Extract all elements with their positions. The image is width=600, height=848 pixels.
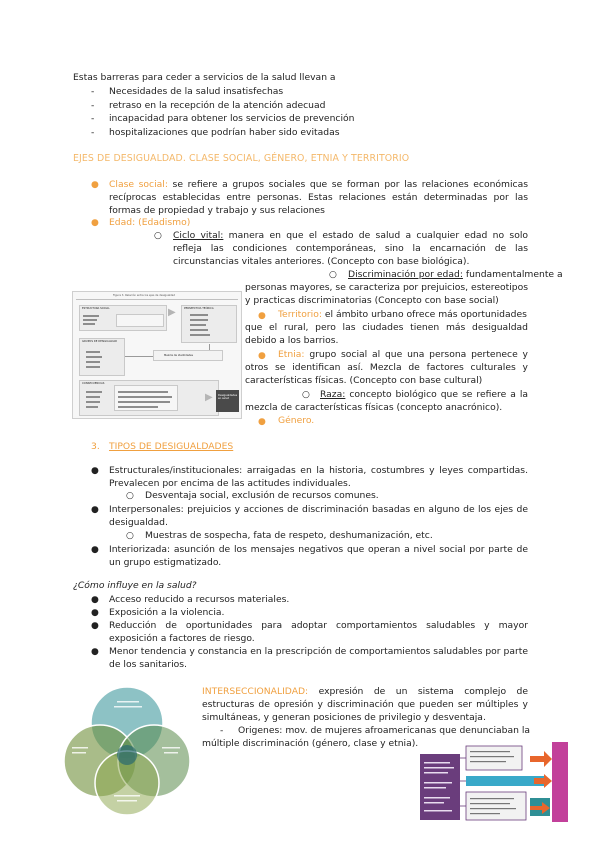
venn-text-mark bbox=[117, 701, 139, 703]
territorio-rest: que el rural, pero las ciudades tienen más desigualdad debido a los barrios. bbox=[245, 322, 528, 347]
diagram-text-mark bbox=[424, 787, 446, 789]
edad-item: Edad: (Edadismo) bbox=[109, 217, 191, 228]
arrow-right-icon: ▶ bbox=[205, 392, 213, 403]
bullet-marker: ● bbox=[91, 647, 99, 657]
ciclo-vital-item bbox=[173, 229, 528, 268]
list-item: retraso en la recepción de la atención adecuad bbox=[109, 100, 326, 111]
bullet-marker: ● bbox=[258, 417, 266, 427]
influye-question: ¿Cómo influye en la salud? bbox=[73, 580, 197, 591]
territorio-first: el ámbito urbano ofrece más oportunidades bbox=[321, 309, 527, 320]
figure-caption: Figura 3. Relación entre los ejes de desigualdad bbox=[113, 294, 176, 297]
diagram-text-mark bbox=[424, 802, 444, 804]
bullet-marker: ● bbox=[91, 505, 99, 515]
bullet-marker: ● bbox=[91, 180, 99, 190]
tipos-heading: TIPOS DE DESIGUALDADES bbox=[109, 441, 234, 452]
tipo-estructurales-sub: Desventaja social, exclusión de recursos comunes. bbox=[145, 490, 379, 501]
clase-social-text: se refiere a grupos sociales que se forman por las relaciones económicas recíprocas establecidas entre personas. Estas relaciones están determinadas por las formas de propiedad y trabajo y sus relaciones bbox=[109, 179, 528, 217]
bullet-marker: ● bbox=[258, 351, 266, 361]
territorio-line1 bbox=[278, 308, 527, 321]
raza-term: Raza: bbox=[320, 389, 346, 400]
etnia-line1 bbox=[278, 348, 528, 361]
diagram-text-mark bbox=[470, 756, 514, 757]
interseccionalidad-text: expresión de un sistema complejo de estructuras de opresión y discriminación que pueden ser múltiples y simultáneas, y generan posiciones de privilegio y desventaja. bbox=[202, 686, 528, 724]
tipo-estructurales: Estructurales/institucionales: arraigadas en la historia, costumbres y leyes compartidas. Prevalecen por encima de las actitudes individuales. bbox=[109, 465, 528, 490]
origenes-rest: múltiple discriminación (género, clase y etnia). bbox=[202, 738, 419, 749]
ejes-heading: EJES DE DESIGUALDAD. CLASE SOCIAL, GÉNERO, ETNIA Y TERRITORIO bbox=[73, 153, 410, 164]
diagram-text-mark bbox=[470, 808, 516, 809]
desigualdades-salud-box bbox=[216, 390, 239, 412]
bullet-marker: ● bbox=[91, 621, 99, 631]
list-item: hospitalizaciones que podrían haber sido evitadas bbox=[109, 127, 340, 138]
tipos-number: 3. bbox=[91, 441, 100, 452]
perspectiva-teorica-box bbox=[181, 305, 237, 343]
bullet-marker: ● bbox=[91, 218, 99, 228]
tipo-interpersonales-sub: Muestras de sospecha, fata de respeto, deshumanización, etc. bbox=[145, 530, 433, 541]
box-label: Desigualdades en salud bbox=[218, 394, 238, 400]
estructura-social-box bbox=[79, 305, 167, 331]
discriminacion-edad-term: Discriminación por edad: bbox=[348, 269, 463, 280]
raza-rest: mezcla de características físicas (concepto anacrónico). bbox=[245, 402, 503, 413]
grupos-desigualdad-box bbox=[79, 338, 125, 376]
discriminacion-edad-first: fundamentalmente a bbox=[462, 269, 563, 280]
circle-marker: ○ bbox=[126, 531, 134, 541]
intro-lead: Estas barreras para ceder a servicios de la salud llevan a bbox=[73, 72, 336, 83]
dash-marker: - bbox=[91, 127, 95, 138]
interseccionalidad-diagram bbox=[418, 742, 570, 822]
bullet-marker: ● bbox=[91, 608, 99, 618]
diagram-bottom-box bbox=[466, 792, 526, 820]
dash-marker: - bbox=[91, 113, 95, 124]
arrow-right-icon: ▶ bbox=[168, 307, 176, 318]
consecuencias-box bbox=[79, 380, 219, 416]
ciclo-vital-term: Ciclo vital: bbox=[173, 230, 224, 241]
mezcla-identidades-box bbox=[153, 350, 223, 361]
origenes-line1 bbox=[238, 724, 530, 737]
diagram-text-mark bbox=[470, 803, 510, 804]
bullet-marker: ● bbox=[91, 595, 99, 605]
figure-ejes-desigualdad bbox=[72, 291, 242, 419]
box-label: Mezcla de identidades bbox=[164, 354, 193, 357]
circle-marker: ○ bbox=[126, 491, 134, 501]
tipo-interpersonales: Interpersonales: prejuicios y acciones de discriminación basadas en alguno de los ejes de desigualdad. bbox=[109, 504, 528, 529]
discriminacion-edad-line1 bbox=[348, 268, 563, 281]
influye-item: Menor tendencia y constancia en la prescripción de comportamientos saludables por parte de los sanitarios. bbox=[109, 646, 528, 671]
interseccionalidad-term: INTERSECCIONALIDAD: bbox=[202, 686, 309, 697]
diagram-text-mark bbox=[470, 761, 506, 762]
venn-diagram bbox=[62, 683, 192, 818]
dash-marker: - bbox=[220, 725, 224, 736]
diagram-text-mark bbox=[424, 762, 450, 764]
diagram-text-mark bbox=[424, 772, 448, 774]
list-item: incapacidad para obtener los servicios de prevención bbox=[109, 113, 355, 124]
bullet-marker: ● bbox=[258, 311, 266, 321]
diagram-text-mark bbox=[470, 751, 510, 752]
box-label: CONSECUENCIAS bbox=[82, 382, 105, 385]
diagram-top-box bbox=[466, 746, 522, 770]
territorio-term: Territorio: bbox=[278, 309, 322, 320]
interseccionalidad-item bbox=[202, 685, 528, 724]
venn-text-mark bbox=[117, 800, 137, 802]
tipo-interiorizada: Interiorizada: asunción de los mensajes negativos que operan a nivel social por parte de un grupo estigmatizado. bbox=[109, 544, 528, 569]
influye-item: Reducción de oportunidades para adoptar comportamientos saludables y mayor exposición a factores de riesgo. bbox=[109, 620, 528, 645]
ciclo-vital-text: manera en que el estado de salud a cualquier edad no solo refleja las condiciones contemporáneas, sino la encarnación de las circunstancias vitales anteriores. (Concepto con base biológica). bbox=[173, 230, 529, 268]
dash-marker: - bbox=[91, 86, 95, 97]
origenes-first: mov. de mujeres afroamericanas que denunciaban la bbox=[282, 725, 531, 736]
diagram-text-mark bbox=[470, 813, 500, 814]
venn-text-mark bbox=[114, 706, 142, 708]
venn-text-mark bbox=[72, 752, 86, 754]
venn-text-mark bbox=[72, 747, 88, 749]
diagram-text-mark bbox=[424, 810, 452, 812]
diagram-text-mark bbox=[424, 797, 450, 799]
diagram-text-mark bbox=[470, 798, 514, 799]
circle-marker: ○ bbox=[329, 270, 337, 280]
etnia-term: Etnia: bbox=[278, 349, 305, 360]
arrow-right-icon bbox=[530, 751, 552, 767]
venn-text-mark bbox=[114, 795, 140, 797]
box-label: GRUPOS DE DESIGUALDAD bbox=[82, 340, 118, 343]
diagram-text-mark bbox=[424, 782, 452, 784]
etnia-rest: otros se identifican así. Mezcla de factores culturales y características físicas. (Concepto con base cultural) bbox=[245, 362, 528, 387]
raza-line1 bbox=[320, 388, 528, 401]
box-label: PERSPECTIVA TEÓRICA bbox=[184, 307, 214, 310]
list-item: Necesidades de la salud insatisfechas bbox=[109, 86, 284, 97]
discriminacion-edad-rest: personas mayores, se caracteriza por prejuicios, estereotipos y practicas discriminatorias (Concepto con base social) bbox=[245, 282, 528, 307]
influye-item: Acceso reducido a recursos materiales. bbox=[109, 594, 290, 605]
bullet-marker: ● bbox=[91, 466, 99, 476]
venn-text-mark bbox=[162, 747, 180, 749]
diagram-magenta-panel bbox=[552, 742, 568, 822]
box-label: ESTRUCTURA SOCIAL bbox=[82, 307, 110, 310]
circle-marker: ○ bbox=[302, 390, 310, 400]
dash-marker: - bbox=[91, 100, 95, 111]
clase-social-item bbox=[109, 178, 528, 217]
origenes-term: Origenes: bbox=[238, 725, 283, 736]
circle-marker: ○ bbox=[154, 231, 162, 241]
genero-item: Género. bbox=[278, 415, 315, 426]
etnia-first: grupo social al que una persona pertenece y bbox=[304, 349, 528, 360]
influye-item: Exposición a la violencia. bbox=[109, 607, 225, 618]
clase-social-term: Clase social: bbox=[109, 179, 168, 190]
venn-text-mark bbox=[164, 752, 178, 754]
bullet-marker: ● bbox=[91, 545, 99, 555]
venn-center bbox=[117, 745, 137, 765]
raza-first: concepto biológico que se refiere a la bbox=[345, 389, 528, 400]
diagram-text-mark bbox=[424, 767, 454, 769]
